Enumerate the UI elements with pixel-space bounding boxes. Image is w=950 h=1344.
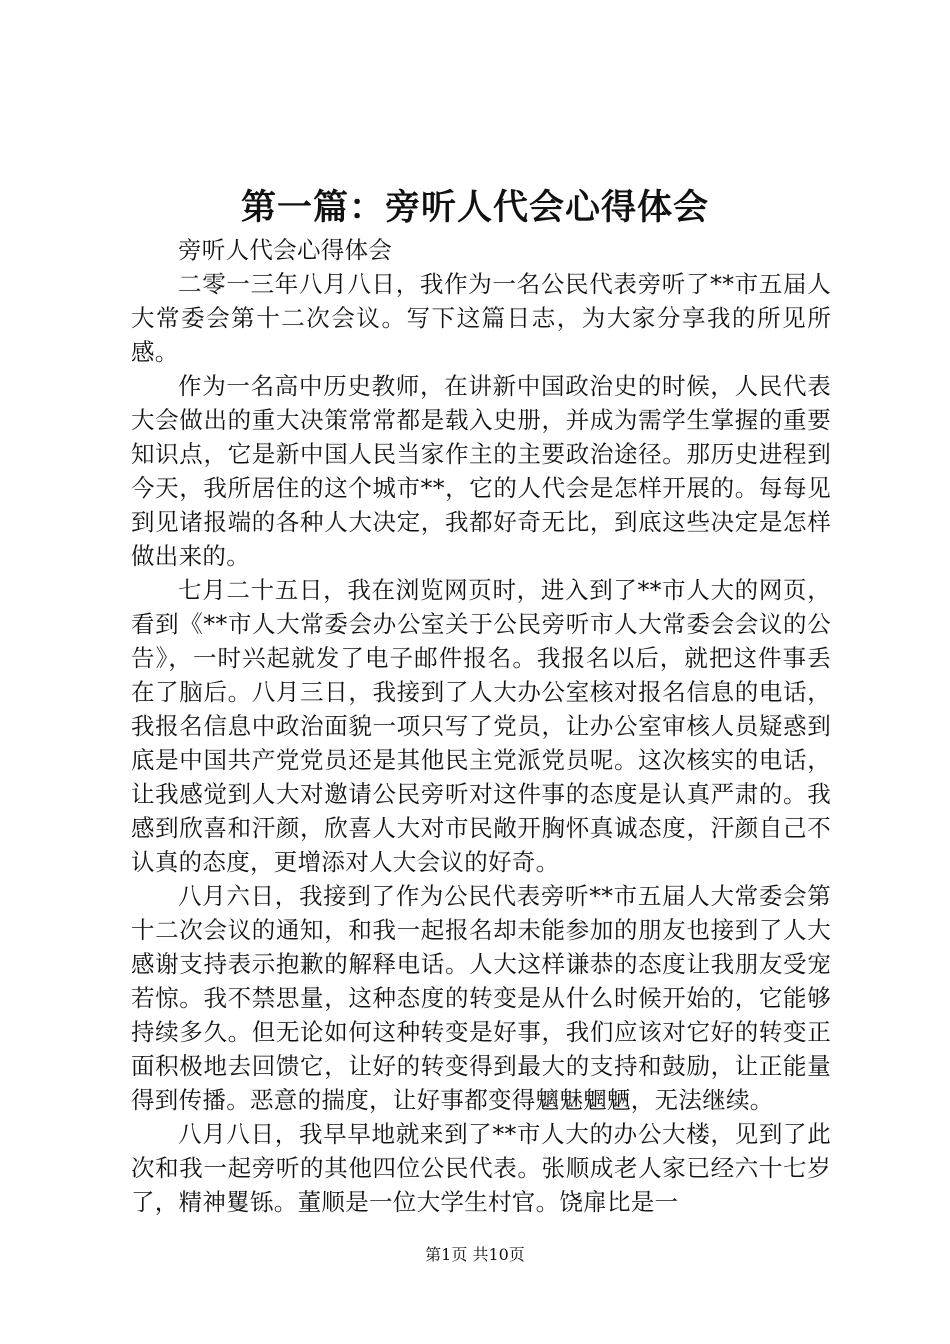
body-paragraph: 七月二十五日，我在浏览网页时，进入到了**市人大的网页，看到《**市人大常委会办公室关于公民旁听市人大常委会会议的公告》，一时兴起就发了电子邮件报名。我报名以后，就把这件事丢在了脑后。八月三日，我接到了人大办公室核对报名信息的电话，我报名信息中政治面貌一项只写了党员，让办公室审核人员疑惑到底是中国共产党党员还是其他民主党派党员呢。这次核实的电话，让我感觉到人大对邀请公民旁听对这件事的态度是认真严肃的。我感到欣喜和汗颜，欣喜人大对市民敞开胸怀真诚态度，汗颜自己不认真的态度，更增添对人大会议的好奇。 bbox=[131, 576, 831, 876]
page-footer: 第1页 共10页 bbox=[425, 1245, 525, 1264]
subtitle-paragraph: 旁听人代会心得体会 bbox=[178, 236, 393, 264]
body-paragraph: 作为一名高中历史教师，在讲新中国政治史的时候，人民代表大会做出的重大决策常常都是载入史册，并成为需学生掌握的重要知识点，它是新中国人民当家作主的主要政治途径。那历史进程到今天，我所居住的这个城市**，它的人代会是怎样开展的。每每见到见诸报端的各种人大决定，我都好奇无比，到底这些决定是怎样做出来的。 bbox=[131, 372, 831, 570]
document-body bbox=[131, 233, 831, 1219]
body-paragraph: 二零一三年八月八日，我作为一名公民代表旁听了**市五届人大常委会第十二次会议。写下这篇日志，为大家分享我的所见所感。 bbox=[131, 270, 831, 366]
body-paragraph: 八月八日，我早早地就来到了**市人大的办公大楼，见到了此次和我一起旁听的其他四位公民代表。张顺成老人家已经六十七岁了，精神矍铄。董顺是一位大学生村官。饶扉比是一 bbox=[131, 1120, 831, 1216]
body-paragraph: 八月六日，我接到了作为公民代表旁听**市五届人大常委会第十二次会议的通知，和我一起报名却未能参加的朋友也接到了人大感谢支持表示抱歉的解释电话。人大这样谦恭的态度让我朋友受宠若惊。我不禁思量，这种态度的转变是从什么时候开始的，它能够持续多久。但无论如何这种转变是好事，我们应该对它好的转变正面积极地去回馈它，让好的转变得到最大的支持和鼓励，让正能量得到传播。恶意的揣度，让好事都变得魑魅魍魉，无法继续。 bbox=[131, 882, 831, 1114]
document-title: 第一篇：旁听人代会心得体会 bbox=[240, 187, 709, 228]
